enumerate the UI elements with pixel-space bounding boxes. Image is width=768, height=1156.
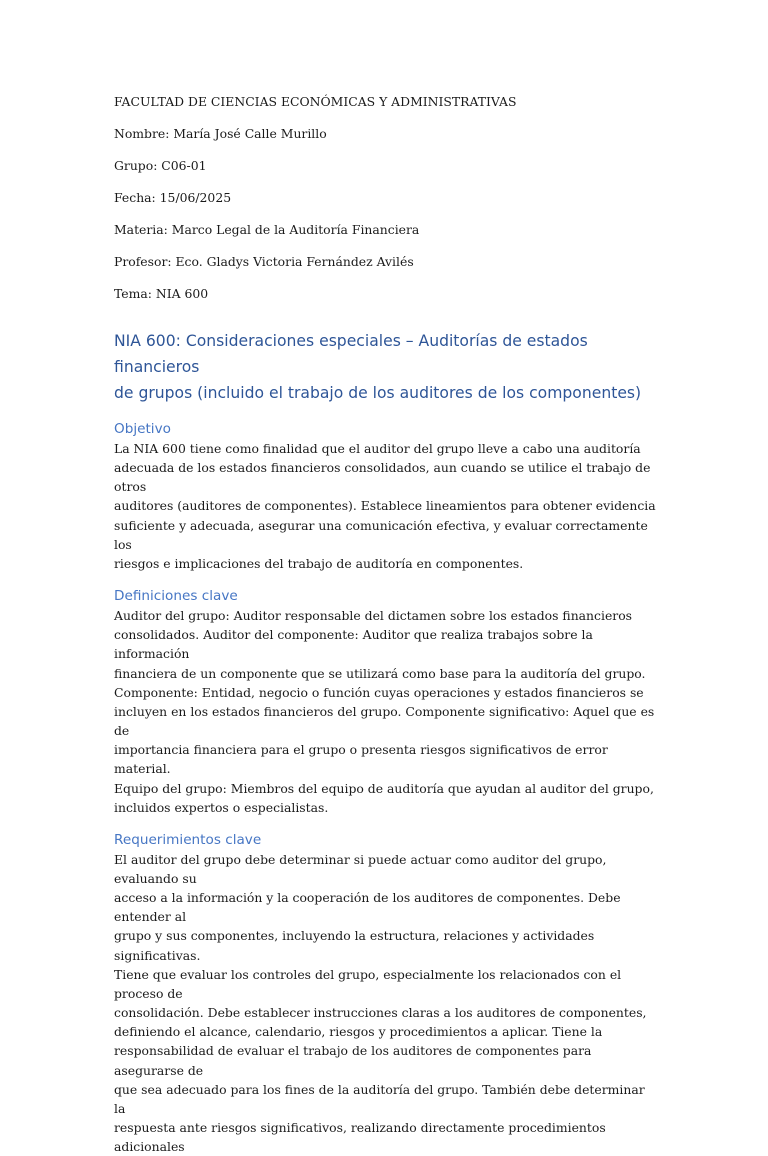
definitions-heading: Definiciones clave	[114, 588, 238, 605]
student-name-line: Nombre: María José Calle Murillo	[114, 126, 327, 141]
date-line: Fecha: 15/06/2025	[114, 190, 232, 205]
professor-line: Profesor: Eco. Gladys Victoria Fernández Avilés	[114, 254, 414, 269]
subject-line: Materia: Marco Legal de la Auditoría Financiera	[114, 222, 420, 237]
group-line: Grupo: C06-01	[114, 158, 207, 173]
document-title-line-1: NIA 600: Consideraciones especiales – Auditorías de estados financieros	[114, 332, 588, 376]
document-title-line-2: de grupos (incluido el trabajo de los auditores de los componentes)	[114, 384, 642, 402]
topic-line: Tema: NIA 600	[114, 286, 209, 301]
faculty-line: FACULTAD DE CIENCIAS ECONÓMICAS Y ADMINISTRATIVAS	[114, 94, 517, 109]
definitions-paragraph: Auditor del grupo: Auditor responsable del dictamen sobre los estados financieros consolidados. Auditor del componente: Auditor que realiza trabajos sobre la información financiera de un componente que se utilizará como base para la auditoría del grupo. Componente: Entidad, negocio o función cuyas operaciones y estados financieros se incluyen en los estados financieros del grupo. Componente significativo: Aquel que es de importancia financiera para el grupo o presenta riesgos significativos de error material. Equipo del grupo: Miembros del equipo de auditoría que ayudan al auditor del grupo, incluidos expertos o especialistas.	[114, 608, 655, 815]
objective-paragraph: La NIA 600 tiene como finalidad que el auditor del grupo lleve a cabo una auditoría adecuada de los estados financieros consolidados, aun cuando se utilice el trabajo de otros auditores (auditores de componentes). Establece lineamientos para obtener evidencia suficiente y adecuada, asegurar una comunicación efectiva, y evaluar correctamente los riesgos e implicaciones del trabajo de auditoría en componentes.	[114, 441, 656, 571]
objective-heading: Objetivo	[114, 421, 171, 437]
document-title	[114, 328, 656, 406]
requirements-paragraph: El auditor del grupo debe determinar si puede actuar como auditor del grupo, evaluando su acceso a la información y la cooperación de los auditores de componentes. Debe entender al grupo y sus componentes, incluyendo la estructura, relaciones y actividades significativas. Tiene que evaluar los controles del grupo, especialmente los relacionados con el proceso de consolidación. Debe establecer instrucciones claras a los auditores de componentes, definiendo el alcance, calendario, riesgos y procedimientos a aplicar. Tiene la responsabilidad de evaluar el trabajo de los auditores de componentes para asegurarse de que sea adecuado para los fines de la auditoría del grupo. También debe determinar la respuesta ante riesgos significativos, realizando directamente procedimientos adicionales	[114, 851, 647, 1155]
requirements-heading: Requerimientos clave	[114, 831, 262, 848]
